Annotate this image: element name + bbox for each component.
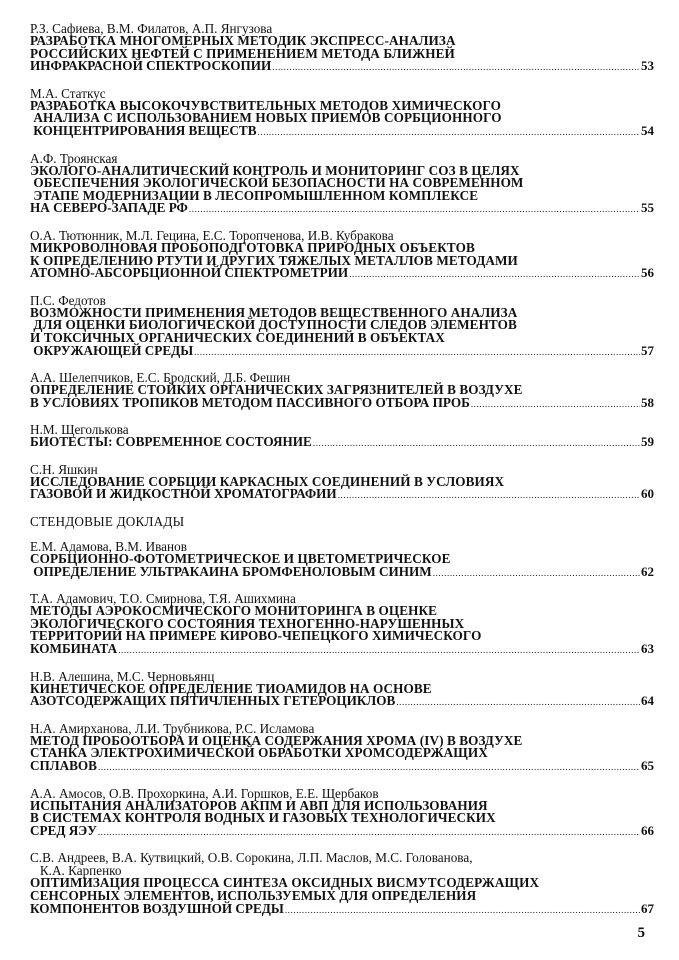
entry-title [30, 797, 654, 839]
dot-leader [313, 437, 640, 450]
entry-title [30, 553, 654, 579]
entry-title-last-line [30, 760, 654, 774]
entry-title [30, 473, 654, 502]
entry-title [30, 97, 654, 139]
entry-title-last-line [30, 436, 654, 450]
entry-authors: Е.М. Адамова, В.М. Иванов [30, 539, 187, 555]
entry-page-number: 56 [641, 265, 654, 281]
entry-title-line: АТОМНО-АБСОРБЦИОННОЙ СПЕКТРОМЕТРИИ [30, 265, 349, 281]
entry-title-line: СЕНСОРНЫХ ЭЛЕМЕНТОВ, ИСПОЛЬЗУЕМЫХ ДЛЯ ОПРЕДЕЛЕНИЯ [30, 887, 477, 903]
toc-entry [30, 294, 654, 358]
entry-authors: А.Ф. Троянская [30, 150, 118, 166]
entry-title [30, 239, 654, 281]
entry-title-line: В СИСТЕМАХ КОНТРОЛЯ ВОДНЫХ И ГАЗОВЫХ ТЕХНОЛОГИЧЕСКИХ [30, 810, 496, 826]
entry-title-line: ТЕРРИТОРИЙ НА ПРИМЕРЕ КИРОВО-ЧЕПЕЦКОГО ХИМИЧЕСКОГО [30, 628, 482, 644]
entry-page-number: 53 [641, 58, 654, 74]
entry-title-line: РАЗРАБОТКА МНОГОМЕРНЫХ МЕТОДИК ЭКСПРЕСС-АНАЛИЗА [30, 33, 456, 48]
toc-entry [30, 87, 654, 139]
entry-title [30, 732, 654, 774]
entry-title-line: МИКРОВОЛНОВАЯ ПРОБОПОДГОТОВКА ПРИРОДНЫХ ОБЪЕКТОВ [30, 239, 475, 255]
entry-page-number: 57 [641, 342, 654, 358]
dot-leader [98, 761, 640, 774]
entry-title-last-line [30, 900, 654, 917]
entry-title-line: АЗОТСОДЕРЖАЩИХ ПЯТИЧЛЕННЫХ ГЕТЕРОЦИКЛОВ [30, 693, 396, 709]
entry-title-last-line [30, 202, 654, 216]
entry-title-line: КОНЦЕНТРИРОВАНИЯ ВЕЩЕСТВ [30, 122, 257, 138]
entry-title-line: ОПТИМИЗАЦИЯ ПРОЦЕССА СИНТЕЗА ОКСИДНЫХ ВИСМУТСОДЕРЖАЩИХ [30, 875, 540, 891]
entry-authors: С.В. Андреев, В.А. Кутвицкий, О.В. Сорокина, Л.П. Маслов, М.С. Голованова, К.А. Карпенко [30, 850, 473, 879]
entry-authors: А.А. Шелепчиков, Е.С. Бродский, Д.Б. Фешин [30, 370, 291, 386]
table-of-contents [30, 22, 654, 929]
entry-title-line: СРЕД ЯЭУ [30, 822, 97, 838]
dot-leader [258, 126, 640, 139]
toc-entry [30, 423, 654, 450]
entry-page-number: 64 [641, 693, 654, 709]
entry-authors: С.Н. Яшкин [30, 461, 98, 477]
entry-page-number: 60 [641, 486, 654, 502]
entry-authors: Т.А. Адамович, Т.О. Смирнова, Т.Я. Ашихмина [30, 591, 296, 607]
entry-title-line: РОССИЙСКИХ НЕФТЕЙ С ПРИМЕНЕНИЕМ МЕТОДА БЛИЖНЕЙ [30, 45, 455, 61]
entry-title-line: КИНЕТИЧЕСКОЕ ОПРЕДЕЛЕНИЕ ТИОАМИДОВ НА ОСНОВЕ [30, 680, 432, 696]
entry-title-line: ИНФРАКРАСНОЙ СПЕКТРОСКОПИИ [30, 58, 272, 74]
entry-title [30, 680, 654, 709]
entry-title-line: СПЛАВОВ [30, 758, 97, 773]
entry-title-line: СТАНКА ЭЛЕКТРОХИМИЧЕСКОЙ ОБРАБОТКИ ХРОМСОДЕРЖАЩИХ [30, 745, 488, 761]
entry-title [30, 436, 654, 450]
entry-authors: Н.А. Амирханова, Л.И. Трубникова, Р.С. Исламова [30, 720, 315, 736]
toc-entry [30, 670, 654, 709]
toc-entry [30, 722, 654, 774]
dot-leader [194, 346, 640, 359]
dot-leader [98, 826, 640, 839]
toc-entry [30, 592, 654, 656]
entry-title-line: РАЗРАБОТКА ВЫСОКОЧУВСТВИТЕЛЬНЫХ МЕТОДОВ ХИМИЧЕСКОГО [30, 97, 501, 113]
entry-title-last-line [30, 488, 654, 502]
entry-title-line: НА СЕВЕРО-ЗАПАДЕ РФ [30, 200, 188, 216]
toc-entry [30, 229, 654, 281]
entry-title-last-line [30, 695, 654, 709]
entry-title-last-line [30, 60, 654, 74]
toc-poster-list [30, 540, 654, 916]
entry-title [30, 605, 654, 656]
entry-title-line: ГАЗОВОЙ И ЖИДКОСТНОЙ ХРОМАТОГРАФИИ [30, 486, 337, 502]
toc-entry [30, 787, 654, 839]
entry-title [30, 35, 654, 74]
page-number: 5 [637, 925, 645, 941]
entry-page-number: 55 [641, 200, 654, 216]
entry-page-number: 54 [641, 122, 654, 138]
entry-title-last-line [30, 267, 654, 281]
entry-title-last-line [30, 563, 654, 580]
entry-title-line: ИСПЫТАНИЯ АНАЛИЗАТОРОВ АКПМ И АВП ДЛЯ ИСПОЛЬЗОВАНИЯ [30, 797, 488, 813]
dot-leader [396, 696, 640, 709]
entry-title-line: ОПРЕДЕЛЕНИЕ УЛЬТРАКАИНА БРОМФЕНОЛОВЫМ СИНИМ [30, 563, 432, 579]
entry-page-number: 62 [641, 563, 654, 579]
entry-title-last-line [30, 643, 654, 657]
entry-authors: Р.З. Сафиева, В.М. Филатов, А.П. Янгузова [30, 21, 273, 36]
entry-title-line: СОРБЦИОННО-ФОТОМЕТРИЧЕСКОЕ И ЦВЕТОМЕТРИЧЕСКОЕ [30, 551, 451, 567]
entry-authors: А.А. Амосов, О.В. Прохоркина, А.И. Горшков, Е.Е. Щербаков [30, 785, 379, 801]
entry-page-number: 67 [641, 900, 654, 916]
entry-authors: П.С. Федотов [30, 292, 106, 308]
entry-page-number: 66 [641, 822, 654, 838]
entry-title [30, 304, 654, 358]
dot-leader [349, 268, 640, 281]
entry-title-line: КОМПОНЕНТОВ ВОЗДУШНОЙ СРЕДЫ [30, 900, 284, 916]
dot-leader [189, 203, 640, 216]
dot-leader [338, 489, 640, 502]
toc-entry [30, 371, 654, 410]
dot-leader [118, 644, 640, 657]
entry-title-last-line [30, 342, 654, 359]
entry-title-line: ИССЛЕДОВАНИЕ СОРБЦИИ КАРКАСНЫХ СОЕДИНЕНИЙ В УСЛОВИЯХ [30, 473, 505, 489]
entry-title-line: МЕТОДЫ АЭРОКОСМИЧЕСКОГО МОНИТОРИНГА В ОЦЕНКЕ [30, 603, 438, 619]
toc-entry [30, 463, 654, 502]
entry-title-line: ЭКОЛОГИЧЕСКОГО СОСТОЯНИЯ ТЕХНОГЕННО-НАРУШЕННЫХ [30, 615, 465, 631]
entry-title-last-line [30, 822, 654, 839]
entry-page-number: 58 [641, 394, 654, 410]
entry-title-line: ОКРУЖАЮЩЕЙ СРЕДЫ [30, 342, 194, 358]
toc-entry [30, 851, 654, 916]
entry-title-line: ДЛЯ ОЦЕНКИ БИОЛОГИЧЕСКОЙ ДОСТУПНОСТИ СЛЕДОВ ЭЛЕМЕНТОВ [30, 317, 517, 333]
entry-title-line: ВОЗМОЖНОСТИ ПРИМЕНЕНИЯ МЕТОДОВ ВЕЩЕСТВЕННОГО АНАЛИЗА [30, 304, 518, 320]
entry-title-line: И ТОКСИЧНЫХ ОРГАНИЧЕСКИХ СОЕДИНЕНИЙ В ОБЪЕКТАХ [30, 329, 445, 345]
entry-title-line: АНАЛИЗА С ИСПОЛЬЗОВАНИЕМ НОВЫХ ПРИЕМОВ СОРБЦИОННОГО [30, 110, 502, 126]
entry-title-last-line [30, 394, 654, 411]
entry-title [30, 384, 654, 410]
entry-title-line: КОМБИНАТА [30, 641, 118, 657]
dot-leader [433, 567, 640, 580]
entry-title-line: БИОТЕСТЫ: СОВРЕМЕННОЕ СОСТОЯНИЕ [30, 434, 312, 450]
toc-entry [30, 152, 654, 216]
section-heading: СТЕНДОВЫЕ ДОКЛАДЫ [30, 514, 185, 530]
entry-title-line: ЭКОЛОГО-АНАЛИТИЧЕСКИЙ КОНТРОЛЬ И МОНИТОРИНГ СОЗ В ЦЕЛЯХ [30, 162, 520, 178]
entry-title-line: ЭТАПЕ МОДЕРНИЗАЦИИ В ЛЕСОПРОМЫШЛЕННОМ КОМПЛЕКСЕ [30, 187, 479, 203]
entry-page-number: 63 [641, 641, 654, 657]
entry-title-line: К ОПРЕДЕЛЕНИЮ РТУТИ И ДРУГИХ ТЯЖЕЛЫХ МЕТАЛЛОВ МЕТОДАМИ [30, 252, 518, 268]
entry-authors: М.А. Статкус [30, 85, 106, 101]
entry-title-line: ОПРЕДЕЛЕНИЕ СТОЙКИХ ОРГАНИЧЕСКИХ ЗАГРЯЗНИТЕЛЕЙ В ВОЗДУХЕ [30, 382, 523, 398]
entry-authors: Н.В. Алешина, М.С. Черновьянц [30, 668, 215, 684]
dot-leader [471, 398, 640, 411]
entry-title-line: МЕТОД ПРОБООТБОРА И ОЦЕНКА СОДЕРЖАНИЯ ХРОМА (IV) В ВОЗДУХЕ [30, 732, 523, 748]
toc-plenary-list [30, 22, 654, 502]
entry-title-line: В УСЛОВИЯХ ТРОПИКОВ МЕТОДОМ ПАССИВНОГО ОТБОРА ПРОБ [30, 394, 470, 410]
entry-title [30, 877, 654, 916]
entry-page-number: 59 [641, 434, 654, 450]
toc-entry [30, 22, 654, 74]
dot-leader [285, 904, 640, 917]
entry-title-line: ОБЕСПЕЧЕНИЯ ЭКОЛОГИЧЕСКОЙ БЕЗОПАСНОСТИ НА СОВРЕМЕННОМ [30, 175, 524, 191]
entry-authors: Н.М. Щеголькова [30, 422, 129, 438]
dot-leader [272, 61, 640, 74]
entry-authors: О.А. Тютюнник, М.Л. Гецина, Е.С. Торопченова, И.В. Кубракова [30, 227, 394, 243]
entry-page-number: 65 [641, 758, 654, 773]
entry-title-last-line [30, 122, 654, 139]
entry-title [30, 162, 654, 216]
toc-entry [30, 540, 654, 579]
